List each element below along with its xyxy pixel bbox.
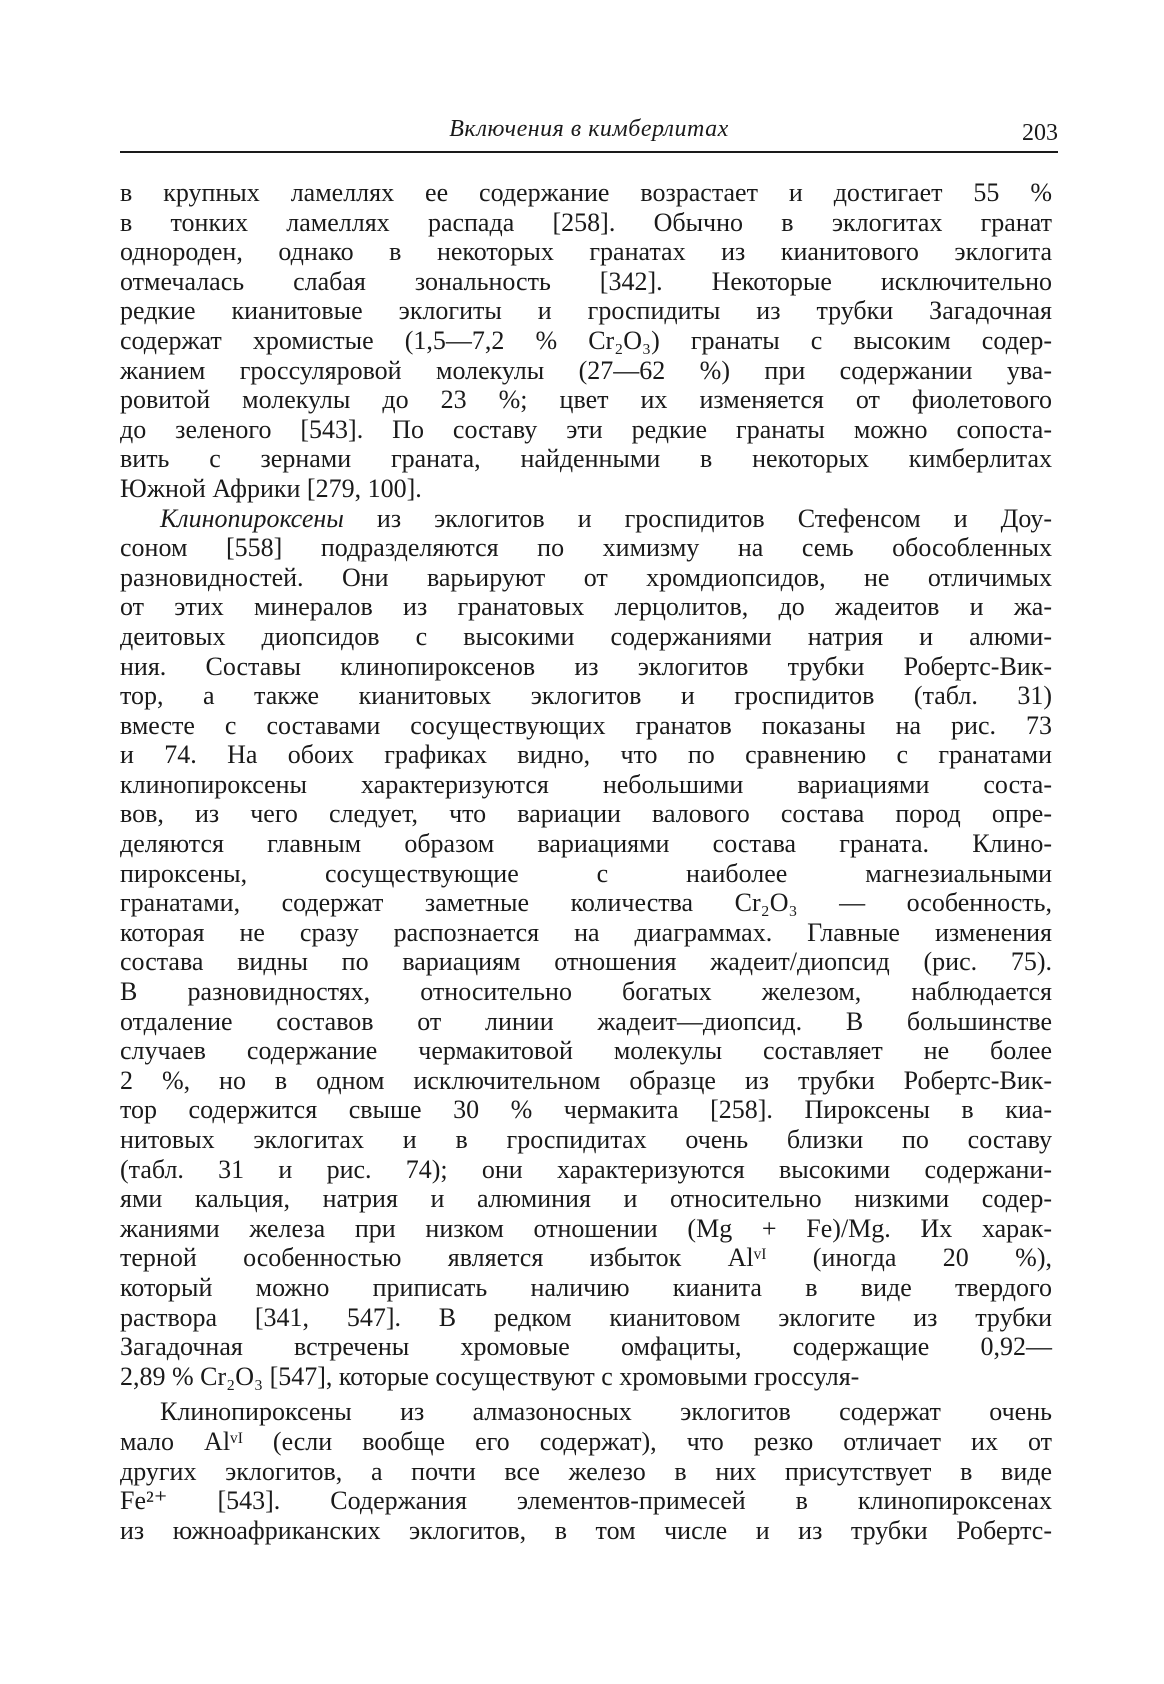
text-line: которая не сразу распознается на диаграммах. Главные изменения: [120, 917, 1052, 947]
text-line: терной особенностью является избыток Alᵛᴵ (иногда 20 %),: [120, 1243, 1052, 1273]
text-line: случаев содержание чермакитовой молекулы составляет не более: [120, 1036, 1052, 1066]
text-line: вов, из чего следует, что вариации валового состава пород опре-: [120, 799, 1052, 829]
text-line: жанием гроссуляровой молекулы (27—62 %) при содержании ува-: [120, 355, 1052, 385]
text-line: содержат хромистые (1,5—7,2 % Cr₂O₃) гранаты с высоким содер-: [120, 325, 1052, 355]
text-line: вместе с составами сосуществующих гранатов показаны на рис. 73: [120, 710, 1052, 740]
header-rule: [120, 151, 1058, 153]
body-text: [120, 178, 1052, 1545]
text-line: состава видны по вариациям отношения жадеит/диопсид (рис. 75).: [120, 947, 1052, 977]
text-line: вить с зернами граната, найденными в некоторых кимберлитах: [120, 444, 1052, 474]
text-line: разновидностей. Они варьируют от хромдиопсидов, не отличимых: [120, 562, 1052, 592]
text-line: (табл. 31 и рис. 74); они характеризуются высокими содержани-: [120, 1154, 1052, 1184]
text-line: жаниями железа при низком отношении (Mg + Fe)/Mg. Их харак-: [120, 1213, 1052, 1243]
text-line: 2,89 % Cr₂O₃ [547], которые сосуществуют с хромовыми гроссуля-: [120, 1361, 860, 1391]
running-title: Включения в кимберлитах: [449, 116, 729, 142]
text-line: и 74. На обоих графиках видно, что по сравнению с гранатами: [120, 740, 1052, 770]
first-line-rest: из эклогитов и гроспидитов Стефенсом и Доу-: [343, 503, 1052, 533]
text-line: 2 %, но в одном исключительном образце из трубки Робертс-Вик-: [120, 1065, 1052, 1095]
text-line: Южной Африки [279, 100].: [120, 473, 422, 503]
text-line: Клинопироксены из алмазоносных эклогитов содержат очень: [160, 1397, 1052, 1427]
text-line: однороден, однако в некоторых гранатах из кианитового эклогита: [120, 237, 1052, 267]
text-line: раствора [341, 547]. В редком кианитовом эклогите из трубки: [120, 1302, 1052, 1332]
text-line: тор содержится свыше 30 % чермакита [258]. Пироксены в киа-: [120, 1095, 1052, 1125]
text-line: редкие кианитовые эклогиты и гроспидиты из трубки Загадочная: [120, 296, 1052, 326]
text-line: от этих минералов из гранатовых лерцолитов, до жадеитов и жа-: [120, 592, 1052, 622]
text-line: нитовых эклогитах и в гроспидитах очень близки по составу: [120, 1125, 1052, 1154]
paragraph-1: [120, 178, 1052, 504]
text-line: ями кальция, натрия и алюминия и относительно низкими содер-: [120, 1184, 1052, 1214]
text-line: отдаление составов от линии жадеит—диопсид. В большинстве: [120, 1006, 1052, 1036]
text-line: тор, а также кианитовых эклогитов и гроспидитов (табл. 31): [120, 681, 1052, 711]
text-line: деляются главным образом вариациями состава граната. Клино-: [120, 829, 1052, 859]
text-line: клинопироксены характеризуются небольшими вариациями соста-: [120, 769, 1052, 799]
italic-term: Клинопироксены: [160, 503, 344, 533]
text-line: В разновидностях, относительно богатых железом, наблюдается: [120, 977, 1052, 1007]
text-line: ния. Составы клинопироксенов из эклогитов трубки Робертс-Вик-: [120, 651, 1052, 681]
text-line: других эклогитов, а почти все железо в них присутствует в виде: [120, 1456, 1052, 1486]
running-header: [120, 114, 1058, 154]
text-line: Fe²⁺ [543]. Содержания элементов-примесей в клинопироксенах: [120, 1486, 1052, 1516]
page-number: 203: [1022, 120, 1058, 146]
paragraph-2: [120, 504, 1052, 1392]
text-line: гранатами, содержат заметные количества Cr₂O₃ — особенность,: [120, 888, 1052, 918]
text-line: в тонких ламеллях распада [258]. Обычно в эклогитах гранат: [120, 207, 1052, 237]
text-line: Загадочная встречены хромовые омфациты, содержащие 0,92—: [120, 1332, 1052, 1362]
text-line: [120, 504, 1052, 534]
text-line: деитовых диопсидов с высокими содержаниями натрия и алюми-: [120, 621, 1052, 651]
text-line: соном [558] подразделяются по химизму на семь обособленных: [120, 533, 1052, 563]
text-line: мало Alᵛᴵ (если вообще его содержат), что резко отличает их от: [120, 1426, 1052, 1456]
paragraph-3: [120, 1397, 1052, 1545]
text-line: из южноафриканских эклогитов, в том числе и из трубки Робертс-: [120, 1515, 1052, 1545]
text-line: до зеленого [543]. По составу эти редкие гранаты можно сопоста-: [120, 414, 1052, 444]
text-line: ровитой молекулы до 23 %; цвет их изменяется от фиолетового: [120, 385, 1052, 415]
text-line: пироксены, сосуществующие с наиболее магнезиальными: [120, 858, 1052, 888]
text-line: который можно приписать наличию кианита в виде твердого: [120, 1272, 1052, 1302]
text-line: в крупных ламеллях ее содержание возрастает и достигает 55 %: [120, 178, 1052, 207]
text-line: отмечалась слабая зональность [342]. Некоторые исключительно: [120, 266, 1052, 296]
